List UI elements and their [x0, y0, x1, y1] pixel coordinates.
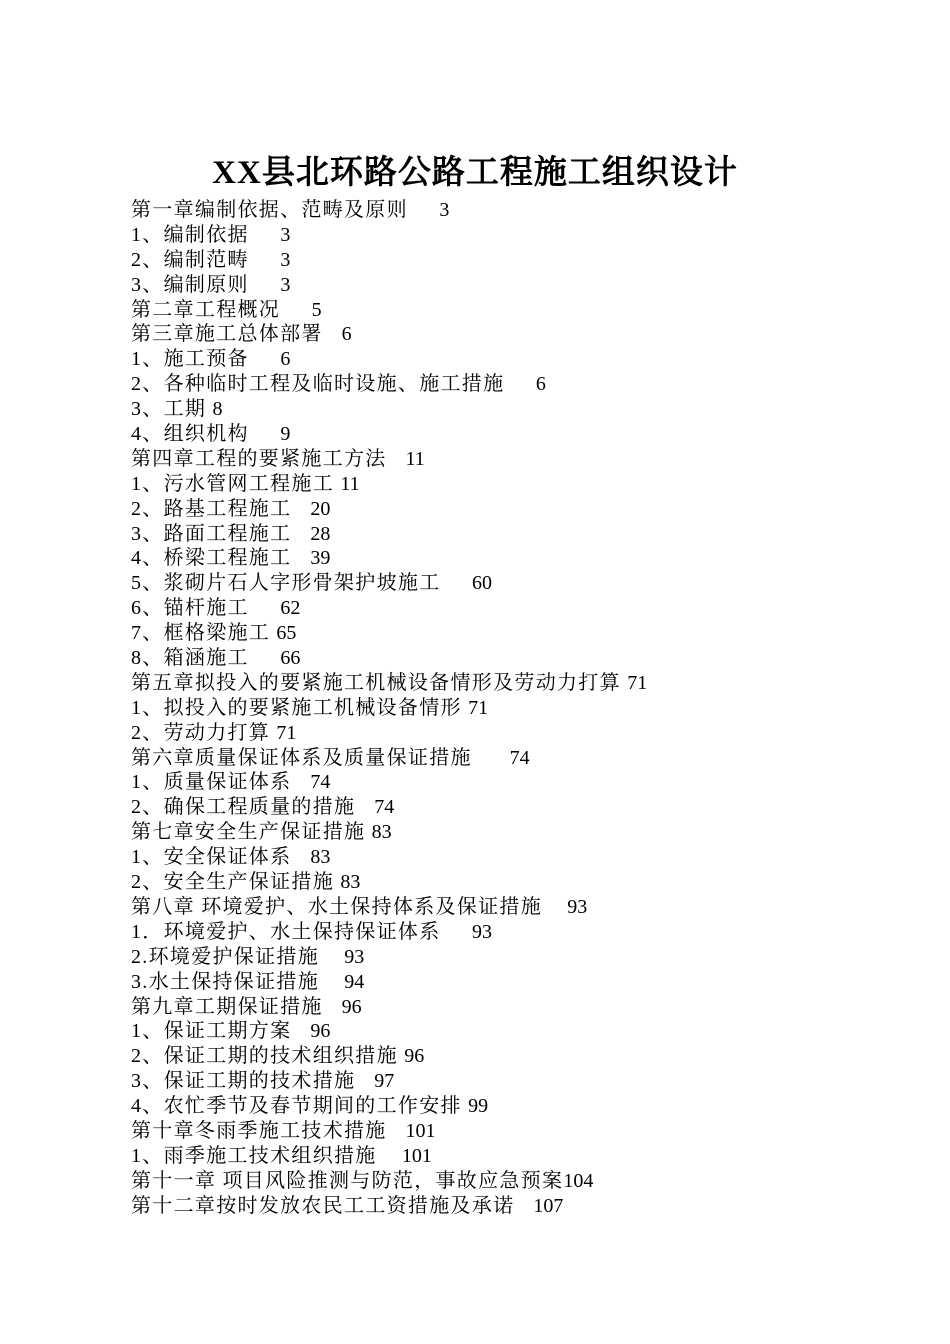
toc-entry-gap	[291, 523, 310, 545]
toc-entry-gap	[323, 996, 342, 1018]
toc-entry-gap	[249, 348, 281, 370]
toc-entry	[131, 770, 851, 795]
toc-entry-gap	[472, 747, 510, 769]
toc-entry-title: 3、工期	[131, 398, 207, 421]
toc-entry-page-number: 97	[374, 1070, 395, 1093]
toc-entry-title: 第十二章按时发放农民工工资措施及承诺	[131, 1194, 515, 1217]
toc-entry-page-number: 96	[310, 1020, 331, 1043]
toc-entry-title: 第二章工程概况	[131, 298, 281, 321]
toc-entry	[131, 273, 851, 298]
toc-entry	[131, 920, 851, 945]
toc-entry	[131, 746, 851, 771]
toc-entry-page-number: 11	[405, 447, 425, 470]
toc-entry	[131, 422, 851, 447]
toc-entry-page-number: 6	[535, 373, 546, 396]
toc-entry-page-number: 74	[310, 771, 331, 794]
toc-entry-gap	[441, 921, 473, 943]
toc-entry	[131, 1169, 851, 1194]
document-title: XX县北环路公路工程施工组织设计	[212, 155, 738, 192]
toc-entry-page-number: 101	[405, 1119, 436, 1142]
toc-entry-gap	[249, 224, 281, 246]
toc-entry-page-number: 83	[310, 846, 331, 869]
toc-entry	[131, 795, 851, 820]
toc-entry-page-number: 83	[371, 821, 392, 844]
toc-entry	[131, 347, 851, 372]
toc-entry-page-number: 93	[472, 920, 492, 943]
toc-entry-gap	[319, 946, 344, 968]
toc-entry-title: 2、各种临时工程及临时设施、施工措施	[131, 373, 505, 396]
toc-entry-page-number: 96	[404, 1045, 425, 1068]
toc-entry-page-number: 8	[212, 398, 223, 421]
toc-entry	[131, 198, 851, 223]
toc-entry-title: 3、路面工程施工	[131, 522, 292, 545]
toc-entry	[131, 497, 851, 522]
toc-entry-gap	[355, 796, 374, 818]
toc-entry-title: 3、编制原则	[131, 273, 249, 296]
toc-entry	[131, 596, 851, 621]
toc-entry-gap	[323, 323, 342, 345]
toc-entry-page-number: 93	[567, 895, 588, 918]
toc-entry	[131, 646, 851, 671]
toc-entry-title: 5、浆砌片石人字形骨架护坡施工	[131, 572, 441, 595]
toc-entry-page-number: 60	[472, 572, 492, 595]
toc-entry	[131, 298, 851, 323]
toc-entry-gap	[291, 1020, 310, 1042]
toc-entry-page-number: 28	[310, 522, 331, 545]
toc-entry-page-number: 94	[344, 970, 365, 993]
toc-entry-page-number: 101	[401, 1144, 432, 1167]
toc-entry-title: 第一章编制依据、范畴及原则	[131, 199, 408, 221]
toc-entry-page-number: 62	[280, 597, 301, 620]
toc-entry	[131, 397, 851, 422]
toc-entry	[131, 522, 851, 547]
toc-entry-page-number: 39	[310, 547, 331, 570]
toc-entry-title: 1、雨季施工技术组织措施	[131, 1144, 377, 1167]
toc-entry	[131, 1144, 851, 1169]
toc-entry-page-number: 71	[276, 721, 297, 744]
toc-entry-title: 第八章 环境爱护、水土保持体系及保证措施	[131, 895, 542, 918]
toc-entry-title: 2、安全生产保证措施	[131, 871, 334, 894]
table-of-contents	[131, 198, 851, 1219]
toc-entry-gap	[319, 971, 344, 993]
toc-entry-gap	[280, 299, 312, 321]
toc-entry-title: 1、编制依据	[131, 223, 249, 246]
toc-entry-page-number: 74	[374, 796, 395, 819]
toc-entry-page-number: 65	[276, 622, 297, 645]
toc-entry-title: 1、质量保证体系	[131, 771, 292, 794]
toc-entry-page-number: 104	[563, 1169, 594, 1192]
toc-entry-page-number: 96	[341, 995, 362, 1018]
toc-entry-title: 7、框格梁施工	[131, 622, 271, 645]
toc-entry-gap	[387, 448, 406, 470]
toc-entry-title: 1、施工预备	[131, 348, 249, 371]
toc-entry-gap	[249, 647, 281, 669]
toc-entry-page-number: 6	[280, 348, 291, 371]
toc-entry-page-number: 83	[340, 871, 361, 894]
toc-entry-title: 8、箱涵施工	[131, 647, 249, 670]
toc-entry-title: 6、锚杆施工	[131, 597, 249, 620]
toc-entry-title: 4、农忙季节及春节期间的工作安排	[131, 1095, 462, 1118]
toc-entry-title: 2、保证工期的技术组织措施	[131, 1045, 398, 1068]
toc-entry-gap	[355, 1070, 374, 1092]
toc-entry-gap	[504, 373, 536, 395]
toc-entry-title: 4、组织机构	[131, 423, 249, 446]
toc-entry	[131, 1094, 851, 1119]
toc-entry-gap	[377, 1145, 402, 1167]
toc-entry	[131, 1194, 851, 1219]
toc-entry	[131, 820, 851, 845]
toc-entry-page-number: 3	[280, 273, 291, 296]
toc-entry-title: 2、劳动力打算	[131, 721, 271, 744]
toc-entry-page-number: 71	[468, 696, 489, 719]
toc-entry	[131, 571, 851, 596]
toc-entry	[131, 970, 851, 995]
toc-entry-page-number: 107	[533, 1194, 564, 1217]
toc-entry-title: 1．环境爱护、水土保持保证体系	[131, 920, 441, 943]
toc-entry-page-number: 9	[280, 423, 291, 446]
toc-entry-page-number: 3	[280, 223, 291, 246]
toc-entry	[131, 472, 851, 497]
toc-entry-title: 第三章施工总体部署	[131, 323, 323, 346]
toc-entry-gap	[291, 498, 310, 520]
toc-entry-title: 2、确保工程质量的措施	[131, 796, 356, 819]
toc-entry-title: 3、保证工期的技术措施	[131, 1070, 356, 1093]
toc-entry	[131, 671, 851, 696]
toc-entry-title: 第四章工程的要紧施工方法	[131, 447, 387, 470]
toc-entry-page-number: 99	[468, 1095, 489, 1118]
toc-entry-page-number: 6	[341, 323, 352, 346]
toc-entry-title: 1、保证工期方案	[131, 1020, 292, 1043]
toc-entry-gap	[291, 846, 310, 868]
toc-entry	[131, 1119, 851, 1144]
toc-entry-gap	[291, 771, 310, 793]
toc-entry	[131, 223, 851, 248]
toc-entry-gap	[291, 547, 310, 569]
toc-entry	[131, 721, 851, 746]
toc-entry-page-number: 3	[439, 199, 450, 221]
toc-entry-title: 2.环境爱护保证措施	[131, 945, 319, 968]
toc-entry	[131, 372, 851, 397]
toc-entry-title: 第十章冬雨季施工技术措施	[131, 1119, 387, 1142]
toc-entry-page-number: 11	[340, 472, 360, 495]
toc-entry-gap	[249, 249, 281, 271]
toc-entry-title: 第五章拟投入的要紧施工机械设备情形及劳动力打算	[131, 671, 621, 694]
toc-entry-gap	[542, 896, 567, 918]
toc-entry-gap	[387, 1120, 406, 1142]
toc-entry	[131, 248, 851, 273]
toc-entry	[131, 696, 851, 721]
toc-entry	[131, 895, 851, 920]
toc-entry-title: 第七章安全生产保证措施	[131, 821, 366, 844]
toc-entry	[131, 621, 851, 646]
toc-entry	[131, 546, 851, 571]
toc-entry	[131, 322, 851, 347]
toc-entry-title: 2、路基工程施工	[131, 497, 292, 520]
toc-entry-title: 第九章工期保证措施	[131, 995, 323, 1018]
toc-entry-gap	[514, 1195, 533, 1217]
toc-entry-page-number: 74	[509, 746, 530, 769]
toc-entry-gap	[249, 423, 281, 445]
toc-entry-title: 1、拟投入的要紧施工机械设备情形	[131, 696, 462, 719]
toc-entry	[131, 995, 851, 1020]
toc-entry-page-number: 5	[311, 298, 322, 321]
toc-entry-title: 1、污水管网工程施工	[131, 472, 334, 495]
toc-entry-title: 第十一章 项目风险推测与防范，事故应急预案	[131, 1169, 564, 1192]
toc-entry-title: 2、编制范畴	[131, 248, 249, 271]
toc-entry-gap	[249, 274, 281, 296]
toc-entry	[131, 945, 851, 970]
toc-entry-page-number: 93	[344, 945, 365, 968]
toc-entry-gap	[408, 199, 440, 221]
toc-entry-page-number: 71	[627, 671, 648, 694]
toc-entry	[131, 447, 851, 472]
toc-entry-title: 1、安全保证体系	[131, 846, 292, 869]
toc-entry-gap	[249, 597, 281, 619]
toc-entry	[131, 1044, 851, 1069]
toc-entry-gap	[441, 572, 473, 594]
toc-entry-page-number: 66	[280, 647, 301, 670]
toc-entry	[131, 1069, 851, 1094]
toc-entry	[131, 845, 851, 870]
toc-entry-title: 3.水土保持保证措施	[131, 970, 319, 993]
toc-entry-page-number: 3	[280, 248, 291, 271]
toc-entry-page-number: 20	[310, 497, 331, 520]
toc-entry	[131, 1019, 851, 1044]
toc-entry-title: 第六章质量保证体系及质量保证措施	[131, 746, 472, 769]
toc-entry	[131, 870, 851, 895]
toc-entry-title: 4、桥梁工程施工	[131, 547, 292, 570]
